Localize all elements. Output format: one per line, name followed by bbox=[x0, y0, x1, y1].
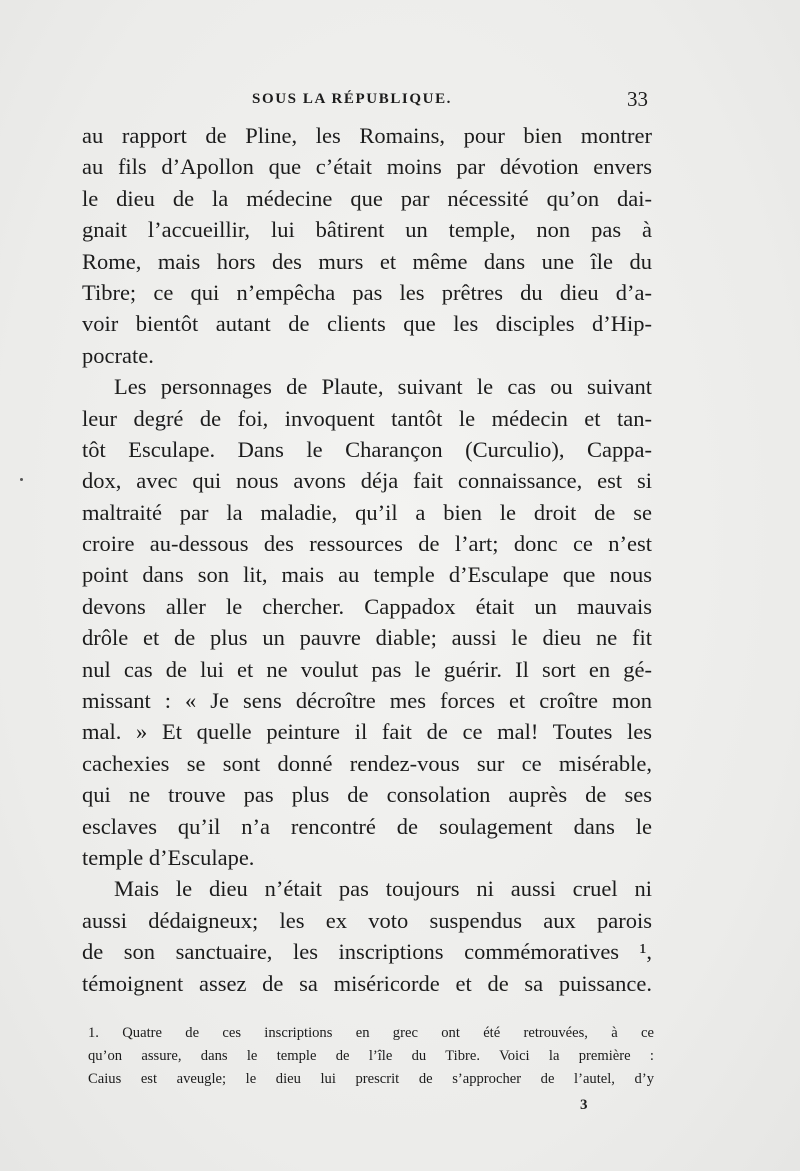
text-line: gnait l’accueillir, lui bâtirent un temple, non pas à bbox=[82, 217, 652, 243]
text-line: voir bientôt autant de clients que les disciples d’Hip- bbox=[82, 311, 652, 337]
text-line: drôle et de plus un pauvre diable; aussi le dieu ne fit bbox=[82, 625, 652, 651]
footnotes bbox=[88, 1022, 654, 1091]
text-line: Rome, mais hors des murs et même dans une île du bbox=[82, 248, 652, 274]
signature-mark: 3 bbox=[580, 1097, 588, 1113]
footnote-line: Caius est aveugle; le dieu lui prescrit de s’approcher de l’autel, d’y bbox=[88, 1071, 654, 1087]
text-line: au rapport de Pline, les Romains, pour bien montrer bbox=[82, 123, 652, 148]
body-text bbox=[82, 120, 652, 999]
text-line: Mais le dieu n’était pas toujours ni aussi cruel ni bbox=[114, 876, 652, 902]
text-line: maltraité par la maladie, qu’il a bien le droit de se bbox=[82, 499, 652, 525]
page-header bbox=[82, 86, 648, 112]
text-line: pocrate. bbox=[82, 342, 154, 368]
text-line: au fils d’Apollon que c’était moins par dévotion envers bbox=[82, 154, 652, 180]
text-line: dox, avec qui nous avons déja fait connaissance, est si bbox=[82, 468, 652, 494]
text-line: aussi dédaigneux; les ex voto suspendus aux parois bbox=[82, 907, 652, 933]
text-line: Tibre; ce qui n’empêcha pas les prêtres du dieu d’a- bbox=[82, 279, 652, 305]
text-line: croire au-dessous des ressources de l’art; donc ce n’est bbox=[82, 531, 652, 557]
text-line: nul cas de lui et ne voulut pas le guérir. Il sort en gé- bbox=[82, 656, 652, 682]
text-line: leur degré de foi, invoquent tantôt le médecin et tan- bbox=[82, 405, 652, 431]
text-line: de son sanctuaire, les inscriptions commémoratives ¹, bbox=[82, 939, 652, 965]
text-line: devons aller le chercher. Cappadox était un mauvais bbox=[82, 593, 652, 619]
paper-fleck bbox=[20, 478, 23, 481]
text-line: point dans son lit, mais au temple d’Esculape que nous bbox=[82, 562, 652, 588]
text-line: temple d’Esculape. bbox=[82, 844, 255, 870]
text-line: esclaves qu’il n’a rencontré de soulagement dans le bbox=[82, 813, 652, 839]
text-line: mal. » Et quelle peinture il fait de ce mal! Toutes les bbox=[82, 719, 652, 745]
text-line: témoignent assez de sa miséricorde et de sa puissance. bbox=[82, 970, 652, 996]
text-line: Les personnages de Plaute, suivant le cas ou suivant bbox=[114, 374, 652, 400]
running-head: SOUS LA RÉPUBLIQUE. bbox=[252, 91, 453, 107]
footnote-line: qu’on assure, dans le temple de l’île du Tibre. Voici la première : bbox=[88, 1048, 654, 1064]
text-line: qui ne trouve pas plus de consolation auprès de ses bbox=[82, 782, 652, 808]
text-line: le dieu de la médecine que par nécessité qu’on dai- bbox=[82, 185, 652, 211]
footnote-line: 1. Quatre de ces inscriptions en grec ont été retrouvées, à ce bbox=[88, 1025, 654, 1041]
text-line: cachexies se sont donné rendez-vous sur ce misérable, bbox=[82, 750, 652, 776]
page-number: 33 bbox=[627, 87, 648, 111]
text-line: missant : « Je sens décroître mes forces et croître mon bbox=[82, 688, 652, 714]
text-line: tôt Esculape. Dans le Charançon (Curculio), Cappa- bbox=[82, 436, 652, 462]
